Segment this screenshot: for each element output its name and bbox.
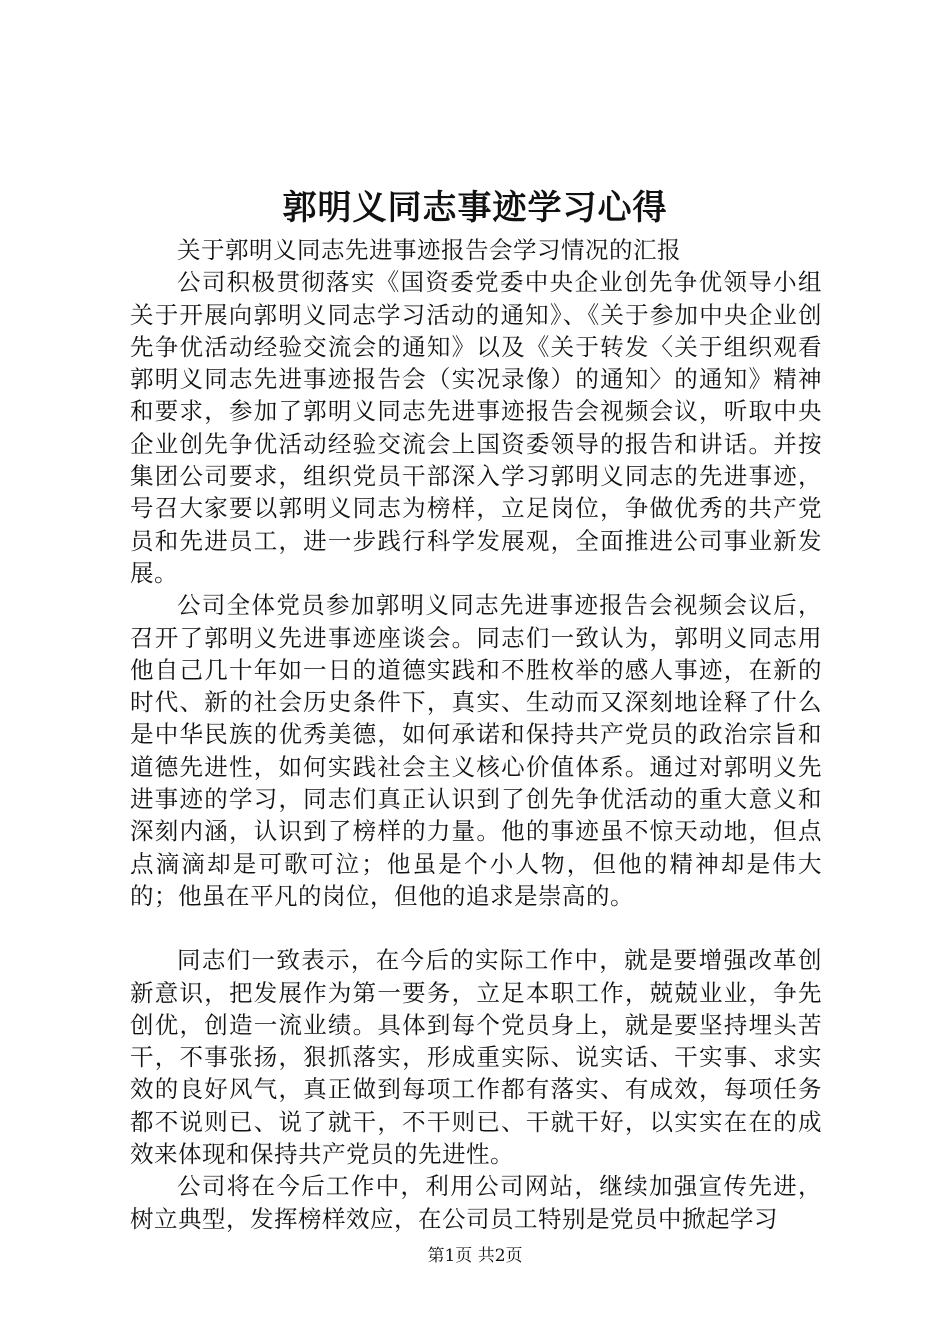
paragraph-4: 公司将在今后工作中，利用公司网站，继续加强宣传先进，树立典型，发挥榜样效应，在公司员工特别是党员中掀起学习 [130, 1172, 822, 1233]
paragraph-3: 同志们一致表示，在今后的实际工作中，就是要增强改革创新意识，把发展作为第一要务，立足本职工作，兢兢业业，争先创优，创造一流业绩。具体到每个党员身上，就是要坚持埋头苦干，不事张扬，狠抓落实，形成重实际、说实话、干实事、求实效的良好风气，真正做到每项工作都有落实、有成效，每项任务都不说则已、说了就干，不干则已、干就干好，以实实在在的成效来体现和保持共产党员的先进性。 [130, 946, 822, 1169]
paragraph-spacer [130, 912, 822, 944]
document-subtitle: 关于郭明义同志先进事迹报告会学习情况的汇报 [177, 236, 681, 264]
paragraph-1: 公司积极贯彻落实《国资委党委中央企业创先争优领导小组关于开展向郭明义同志学习活动的通知》、《关于参加中央企业创先争优活动经验交流会的通知》以及《关于转发〈关于组织观看郭明义同志先进事迹报告会（实况录像）的通知〉的通知》精神和要求，参加了郭明义同志先进事迹报告会视频会议，听取中央企业创先争优活动经验交流会上国资委领导的报告和讲话。并按集团公司要求，组织党员干部深入学习郭明义同志的先进事迹，号召大家要以郭明义同志为榜样，立足岗位，争做优秀的共产党员和先进员工，进一步践行科学发展观，全面推进公司事业新发展。 [130, 268, 822, 587]
paragraph-2: 公司全体党员参加郭明义同志先进事迹报告会视频会议后，召开了郭明义先进事迹座谈会。同志们一致认为，郭明义同志用他自己几十年如一日的道德实践和不胜枚举的感人事迹，在新的时代、新的社会历史条件下，真实、生动而又深刻地诠释了什么是中华民族的优秀美德，如何承诺和保持共产党员的政治宗旨和道德先进性，如何实践社会主义核心价值体系。通过对郭明义先进事迹的学习，同志们真正认识到了创先争优活动的重大意义和深刻内涵，认识到了榜样的力量。他的事迹虽不惊天动地，但点点滴滴却是可歌可泣；他虽是个小人物，但他的精神却是伟大的；他虽在平凡的岗位，但他的追求是崇高的。 [130, 591, 822, 910]
document-title: 郭明义同志事迹学习心得 [282, 188, 668, 228]
document-body [130, 234, 822, 1235]
page-footer: 第1页 共2页 [427, 1246, 523, 1266]
